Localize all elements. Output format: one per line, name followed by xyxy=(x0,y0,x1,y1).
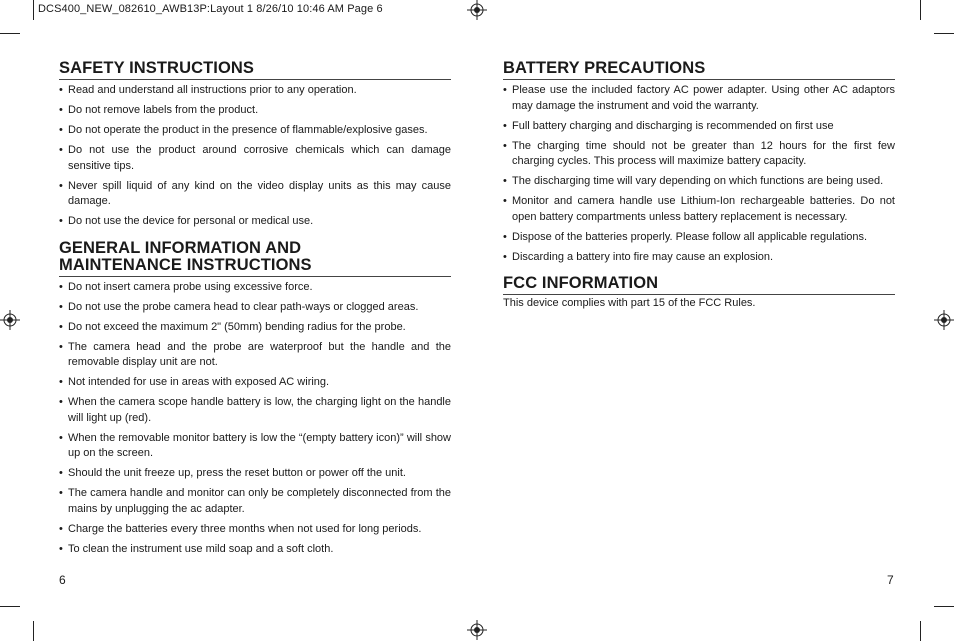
left-page-column xyxy=(59,60,451,557)
crop-mark xyxy=(920,621,921,641)
list-item: • Do not operate the product in the presence of flammable/explosive gases. xyxy=(59,123,451,139)
general-information-section xyxy=(59,240,451,558)
safety-instructions-heading: SAFETY INSTRUCTIONS xyxy=(59,60,451,80)
registration-mark-icon xyxy=(0,310,20,330)
page-number-left: 6 xyxy=(59,573,66,587)
list-item: • The charging time should not be greater than 12 hours for the first few charging cycles. This process will maximize battery capacity. xyxy=(503,139,895,170)
battery-precautions-list xyxy=(503,83,895,265)
fcc-statement: This device complies with part 15 of the FCC Rules. xyxy=(503,297,756,309)
registration-mark-icon xyxy=(467,0,487,20)
right-page-column xyxy=(503,60,895,311)
list-item: • Do not remove labels from the product. xyxy=(59,103,451,119)
fcc-information-heading: FCC INFORMATION xyxy=(503,275,895,295)
crop-mark xyxy=(33,621,34,641)
page-number-right: 7 xyxy=(887,573,894,587)
list-item: • The camera head and the probe are waterproof but the handle and the removable display unit are not. xyxy=(59,340,451,371)
battery-precautions-section xyxy=(503,60,895,265)
list-item: • Discarding a battery into fire may cause an explosion. xyxy=(503,250,895,266)
registration-mark-icon xyxy=(467,620,487,640)
battery-precautions-heading: BATTERY PRECAUTIONS xyxy=(503,60,895,80)
crop-mark xyxy=(934,606,954,607)
list-item: • Read and understand all instructions prior to any operation. xyxy=(59,83,451,99)
fcc-information-section xyxy=(503,275,895,311)
list-item: • Do not use the probe camera head to clear path-ways or clogged areas. xyxy=(59,300,451,316)
crop-mark xyxy=(934,33,954,34)
safety-instructions-section xyxy=(59,60,451,230)
general-information-heading xyxy=(59,240,451,277)
list-item: • Do not insert camera probe using excessive force. xyxy=(59,280,451,296)
crop-mark xyxy=(0,606,20,607)
list-item: • Do not use the device for personal or medical use. xyxy=(59,214,451,230)
print-slug: DCS400_NEW_082610_AWB13P:Layout 1 8/26/10 10:46 AM Page 6 xyxy=(38,3,383,15)
list-item: • Please use the included factory AC power adapter. Using other AC adaptors may damage the instrument and void the warranty. xyxy=(503,83,895,114)
list-item: • The discharging time will vary depending on which functions are being used. xyxy=(503,174,895,190)
list-item: • Never spill liquid of any kind on the video display units as this may cause damage. xyxy=(59,179,451,210)
list-item: • The camera handle and monitor can only be completely disconnected from the mains by unplugging the ac adapter. xyxy=(59,486,451,517)
list-item: • Do not exceed the maximum 2" (50mm) bending radius for the probe. xyxy=(59,320,451,336)
list-item: • When the camera scope handle battery is low, the charging light on the handle will light up (red). xyxy=(59,395,451,426)
registration-mark-icon xyxy=(934,310,954,330)
list-item: • Full battery charging and discharging is recommended on first use xyxy=(503,119,895,135)
safety-instructions-list xyxy=(59,83,451,230)
list-item: • When the removable monitor battery is low the “(empty battery icon)” will show up on the screen. xyxy=(59,431,451,462)
list-item: • Charge the batteries every three months when not used for long periods. xyxy=(59,522,451,538)
heading-line: MAINTENANCE INSTRUCTIONS xyxy=(59,255,312,274)
crop-mark xyxy=(33,0,34,20)
list-item: • Dispose of the batteries properly. Please follow all applicable regulations. xyxy=(503,230,895,246)
list-item: • Do not use the product around corrosive chemicals which can damage sensitive tips. xyxy=(59,143,451,174)
crop-mark xyxy=(920,0,921,20)
list-item: • Should the unit freeze up, press the reset button or power off the unit. xyxy=(59,466,451,482)
list-item: • Not intended for use in areas with exposed AC wiring. xyxy=(59,375,451,391)
crop-mark xyxy=(0,33,20,34)
heading-line: GENERAL INFORMATION AND xyxy=(59,238,302,257)
list-item: • Monitor and camera handle use Lithium-Ion rechargeable batteries. Do not open battery compartments unless battery replacement is necessary. xyxy=(503,194,895,225)
general-information-list xyxy=(59,280,451,558)
list-item: • To clean the instrument use mild soap and a soft cloth. xyxy=(59,542,451,558)
